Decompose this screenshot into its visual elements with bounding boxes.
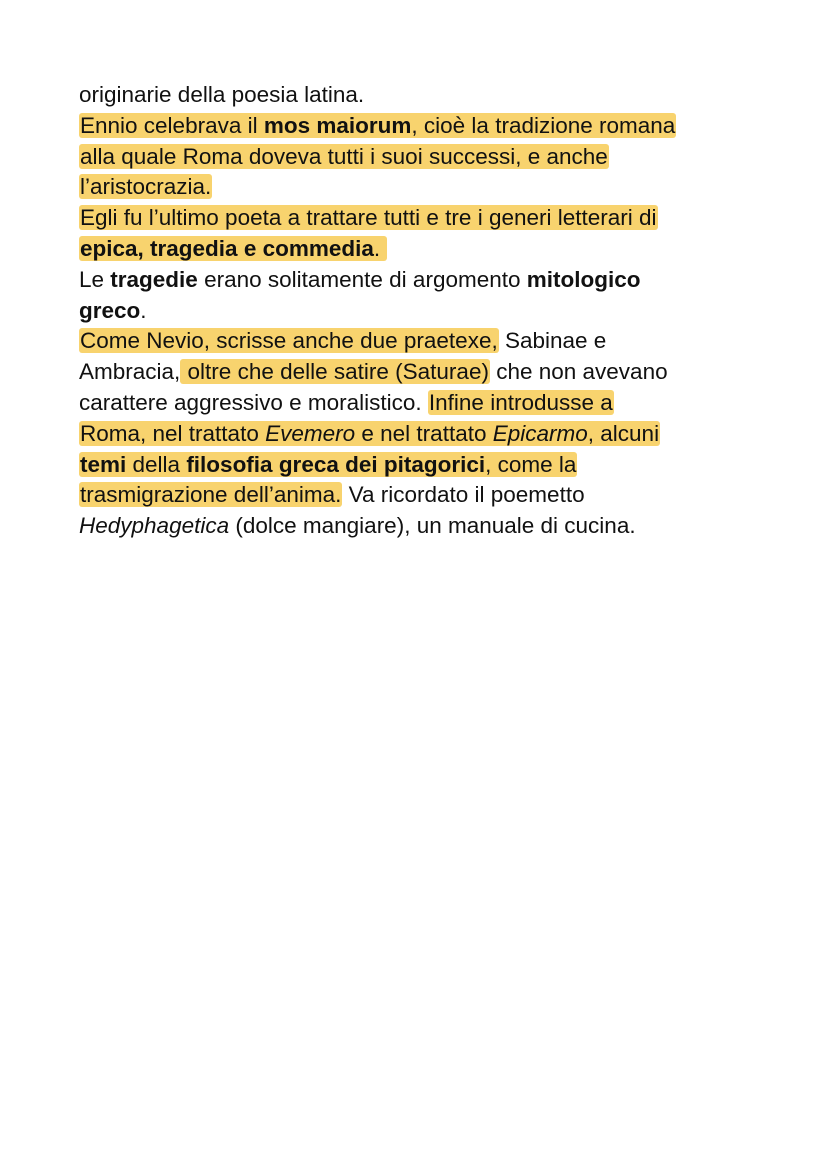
text-run: erano solitamente di argomento — [197, 266, 527, 292]
text-run: Le — [79, 266, 111, 292]
text-run: (dolce mangiare), un manuale di cucina. — [229, 513, 636, 539]
text-run: e nel trattato — [355, 420, 493, 446]
bold-term: mos maiorum — [263, 112, 412, 138]
text-run: Sabinae e — [498, 328, 607, 354]
text-run: originarie della poesia latina. — [79, 82, 365, 107]
highlighted-text: Come Nevio, scrisse anche due praetexe, — [80, 328, 498, 354]
text-line — [79, 511, 759, 542]
text-line — [79, 388, 759, 419]
highlighted-text: oltre che delle satire (Saturae) — [181, 359, 489, 385]
document-page — [79, 80, 759, 542]
text-line — [79, 111, 759, 142]
text-run: , alcuni — [587, 420, 660, 446]
highlighted-text — [79, 113, 676, 138]
text-run: Roma, nel trattato — [80, 420, 266, 446]
italic-title: Hedyphagetica — [79, 513, 230, 539]
bold-term: temi — [80, 451, 127, 477]
text-line — [79, 203, 759, 234]
text-run: Ennio celebrava il — [80, 112, 264, 138]
italic-title: Evemero — [265, 420, 356, 446]
text-run: carattere aggressivo e moralistico. — [79, 389, 428, 415]
text-run: Va ricordato il poemetto — [342, 482, 585, 508]
bold-term: tragedie — [110, 266, 198, 292]
highlighted-text: trasmigrazione dell’anima. — [80, 482, 342, 508]
highlighted-text: Infine introdusse a — [428, 389, 613, 415]
text-line — [79, 419, 759, 450]
highlighted-text — [79, 236, 387, 261]
text-run: che non avevano — [489, 359, 668, 385]
highlighted-text — [79, 421, 660, 446]
text-run: Ambracia, — [79, 359, 181, 385]
text-line — [79, 234, 759, 265]
bold-term: epica, tragedia e commedia — [80, 235, 374, 261]
text-line — [79, 326, 759, 357]
text-line — [79, 172, 759, 203]
bold-term: filosofia greca dei pitagorici — [186, 451, 486, 477]
text-run: , come la — [485, 451, 577, 477]
highlighted-text: alla quale Roma doveva tutti i suoi successi, e anche — [80, 143, 608, 169]
text-run: . — [140, 297, 147, 323]
text-line — [79, 296, 759, 327]
text-run: . — [373, 235, 381, 261]
text-run: , cioè la tradizione romana — [411, 112, 676, 138]
bold-term: mitologico — [526, 266, 641, 292]
text-line — [79, 80, 759, 111]
text-line — [79, 480, 759, 511]
bold-term: greco — [79, 297, 141, 323]
text-line — [79, 142, 759, 173]
highlighted-text: Egli fu l’ultimo poeta a trattare tutti e tre i generi letterari di — [80, 205, 657, 231]
text-line — [79, 450, 759, 481]
italic-title: Epicarmo — [492, 420, 588, 446]
highlighted-text — [79, 452, 577, 477]
text-line — [79, 265, 759, 296]
highlighted-text: l’aristocrazia. — [80, 174, 212, 200]
text-run: della — [126, 451, 187, 477]
text-line — [79, 357, 759, 388]
